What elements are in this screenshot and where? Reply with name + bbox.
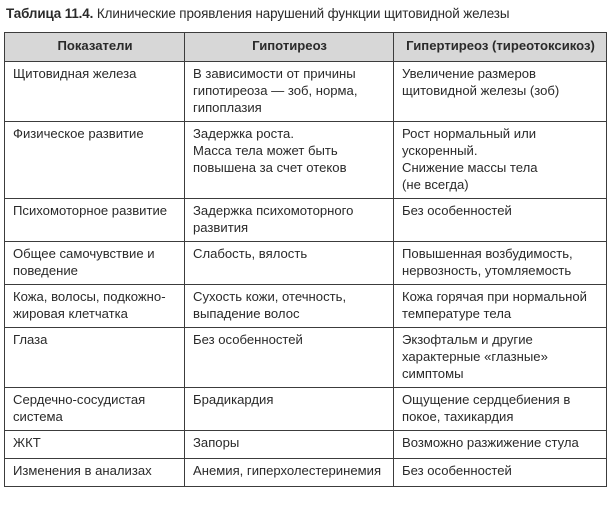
cell-text-line: Психомоторное развитие (13, 203, 168, 218)
cell-text-line: Глаза (13, 332, 48, 347)
cell-text-line: ускоренный. (402, 143, 478, 158)
cell-text-line: Рост нормальный или (402, 126, 537, 141)
hypothyroidism-cell (185, 459, 394, 487)
cell-text-line: гипотиреоза — зоб, норма, (193, 83, 358, 98)
hypothyroidism-cell (185, 328, 394, 388)
cell-text-line: Задержка психомоторного (193, 203, 354, 218)
cell-text-line: Общее самочувствие и (13, 246, 155, 261)
cell-text-line: Запоры (193, 435, 240, 450)
cell-text-line: Слабость, вялость (193, 246, 308, 261)
indicator-cell (5, 431, 185, 459)
hypothyroidism-cell (185, 388, 394, 431)
cell-text-line: Изменения в анализах (13, 463, 152, 478)
cell-text-line: Брадикардия (193, 392, 274, 407)
table-body (5, 62, 607, 487)
cell-text-line: Увеличение размеров (402, 66, 536, 81)
hyperthyroidism-cell (394, 199, 607, 242)
table-caption-text: Клинические проявления нарушений функции щитовидной железы (96, 6, 510, 21)
indicator-cell (5, 62, 185, 122)
hyperthyroidism-cell (394, 122, 607, 199)
cell-text-line: Масса тела может быть (193, 143, 338, 158)
header-hypothyroidism: Гипотиреоз (185, 33, 394, 62)
hypothyroidism-cell (185, 431, 394, 459)
cell-text-line: Щитовидная железа (13, 66, 137, 81)
hypothyroidism-cell (185, 122, 394, 199)
cell-text-line: Задержка роста. (193, 126, 294, 141)
table-row (5, 242, 607, 285)
table-row (5, 328, 607, 388)
hyperthyroidism-cell (394, 328, 607, 388)
hyperthyroidism-cell (394, 242, 607, 285)
cell-text-line: симптомы (402, 366, 464, 381)
cell-text-line: гипоплазия (193, 100, 262, 115)
hypothyroidism-cell (185, 285, 394, 328)
header-indicators: Показатели (5, 33, 185, 62)
table-row (5, 388, 607, 431)
cell-text-line: Сердечно-сосудистая (13, 392, 146, 407)
cell-text-line: покое, тахикардия (402, 409, 514, 424)
cell-text-line: Возможно разжижение стула (402, 435, 579, 450)
hyperthyroidism-cell (394, 459, 607, 487)
cell-text-line: температуре тела (402, 306, 512, 321)
cell-text-line: Кожа, волосы, подкожно- (13, 289, 166, 304)
table-header (5, 33, 607, 62)
table-caption (6, 5, 606, 23)
hypothyroidism-cell (185, 199, 394, 242)
cell-text-line: Физическое развитие (13, 126, 144, 141)
cell-text-line: нервозность, утомляемость (402, 263, 572, 278)
indicator-cell (5, 199, 185, 242)
indicator-cell (5, 388, 185, 431)
indicator-cell (5, 122, 185, 199)
indicator-cell (5, 459, 185, 487)
hyperthyroidism-cell (394, 62, 607, 122)
hypothyroidism-cell (185, 62, 394, 122)
cell-text-line: повышена за счет отеков (193, 160, 347, 175)
header-row (5, 33, 607, 62)
cell-text-line: Ощущение сердцебиения в (402, 392, 571, 407)
indicator-cell (5, 285, 185, 328)
cell-text-line: Анемия, гиперхолестеринемия (193, 463, 382, 478)
table-row (5, 285, 607, 328)
table-caption-label: Таблица 11.4. (6, 6, 94, 21)
hypothyroidism-cell (185, 242, 394, 285)
cell-text-line: В зависимости от причины (193, 66, 356, 81)
cell-text-line: характерные «глазные» (402, 349, 548, 364)
table-row (5, 62, 607, 122)
cell-text-line: Без особенностей (402, 203, 512, 218)
table-row (5, 431, 607, 459)
cell-text-line: Повышенная возбудимость, (402, 246, 573, 261)
cell-text-line: Без особенностей (193, 332, 303, 347)
cell-text-line: выпадение волос (193, 306, 300, 321)
table-row (5, 122, 607, 199)
table-row (5, 459, 607, 487)
cell-text-line: поведение (13, 263, 78, 278)
cell-text-line: Снижение массы тела (402, 160, 538, 175)
hyperthyroidism-cell (394, 388, 607, 431)
indicator-cell (5, 328, 185, 388)
cell-text-line: Экзофтальм и другие (402, 332, 533, 347)
cell-text-line: щитовидной железы (зоб) (402, 83, 560, 98)
cell-text-line: Сухость кожи, отечность, (193, 289, 347, 304)
hyperthyroidism-cell (394, 431, 607, 459)
table-row (5, 199, 607, 242)
cell-text-line: Кожа горячая при нормальной (402, 289, 587, 304)
cell-text-line: развития (193, 220, 249, 235)
indicator-cell (5, 242, 185, 285)
cell-text-line: Без особенностей (402, 463, 512, 478)
cell-text-line: ЖКТ (13, 435, 41, 450)
thyroid-clinical-table (4, 32, 607, 487)
cell-text-line: система (13, 409, 63, 424)
cell-text-line: жировая клетчатка (13, 306, 128, 321)
header-hyperthyroidism: Гипертиреоз (тиреотоксикоз) (394, 33, 607, 62)
hyperthyroidism-cell (394, 285, 607, 328)
cell-text-line: (не всегда) (402, 177, 469, 192)
